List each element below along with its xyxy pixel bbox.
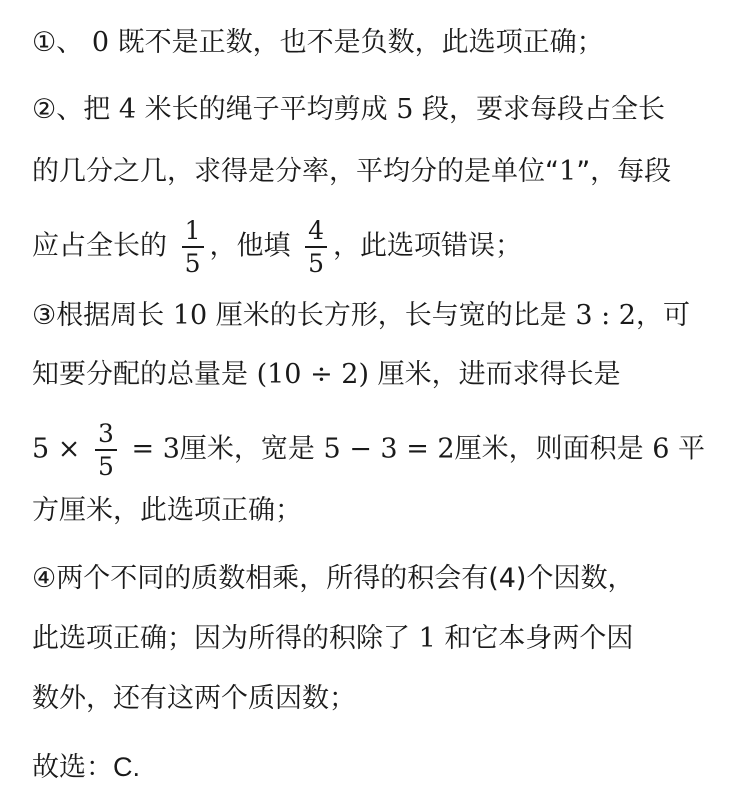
statement-2-line-1 bbox=[32, 90, 715, 130]
statement-3-line-1 bbox=[32, 296, 715, 336]
statement-2-text-g: ，此选项错误； bbox=[333, 230, 522, 262]
answer-label: 故选： bbox=[32, 752, 113, 783]
number-4: 4 bbox=[118, 94, 136, 125]
statement-4-line-2 bbox=[32, 619, 715, 659]
statement-2-text-a: 米长的绳子平均剪成 bbox=[144, 94, 388, 125]
statement-2-line-2 bbox=[32, 152, 715, 192]
fraction-bar bbox=[305, 246, 327, 248]
fraction-one-fifth bbox=[182, 218, 204, 276]
fraction-denominator: 5 bbox=[184, 248, 201, 278]
ratio-expression: 3 : 2 bbox=[575, 300, 636, 331]
statement-4-text-a: ④两个不同的质数相乘，所得的积会有(4)个因数， bbox=[32, 563, 635, 594]
statement-3-line-3 bbox=[32, 419, 715, 481]
statement-3-text-a: ③根据周长 bbox=[32, 300, 165, 331]
answer-line bbox=[32, 747, 715, 787]
statement-3-line-4 bbox=[32, 491, 715, 531]
statement-2-text-c: 的几分之几，求得是分率，平均分的是单位“ bbox=[32, 156, 559, 187]
fraction-three-fifths bbox=[95, 421, 117, 479]
statement-1-line-1 bbox=[32, 23, 715, 63]
fraction-bar bbox=[95, 449, 117, 451]
fraction-numerator: 4 bbox=[308, 216, 324, 245]
statement-2-text-f: ，他填 bbox=[209, 230, 291, 262]
statement-3-text-f: 厘米，宽是 bbox=[179, 433, 315, 465]
statement-4-line-1 bbox=[32, 559, 715, 599]
statement-3-text-i: 方厘米，此选项正确； bbox=[32, 495, 302, 526]
statement-2-mark: ②、把 bbox=[32, 94, 111, 125]
number-5: 5 bbox=[396, 94, 414, 125]
number-10: 10 bbox=[172, 300, 208, 331]
number-1: 1 bbox=[559, 156, 577, 187]
number-zero: 0 bbox=[91, 27, 109, 58]
statement-4-line-3 bbox=[32, 679, 715, 719]
fraction-four-fifths bbox=[305, 218, 327, 276]
length-result: = 3 bbox=[131, 433, 180, 465]
width-expression: 5 − 3 = 2 bbox=[323, 433, 455, 465]
statement-1-text: 既不是正数，也不是负数，此选项正确； bbox=[117, 27, 604, 58]
statement-2-text-b: 段，要求每段占全长 bbox=[421, 94, 665, 125]
fraction-bar bbox=[182, 246, 204, 248]
statement-3-line-2 bbox=[32, 355, 715, 395]
total-expression: (10 ÷ 2) bbox=[256, 359, 369, 390]
fraction-denominator: 5 bbox=[97, 451, 114, 481]
fraction-denominator: 5 bbox=[308, 248, 324, 278]
statement-2-line-3 bbox=[32, 216, 715, 278]
statement-4-text-b: 此选项正确；因为所得的积除了 bbox=[32, 623, 410, 654]
statement-3-text-d: 知要分配的总量是 bbox=[32, 359, 248, 390]
statement-2-text-e: 应占全长的 bbox=[32, 230, 167, 262]
length-expression-prefix: 5 × bbox=[32, 433, 81, 465]
fraction-numerator: 3 bbox=[97, 419, 114, 448]
statement-2-text-d: ”，每段 bbox=[576, 156, 672, 187]
statement-4-text-d: 数外，还有这两个质因数； bbox=[32, 683, 356, 714]
statement-4-text-c: 和它本身两个因 bbox=[444, 623, 634, 654]
statement-3-text-h: 平 bbox=[677, 433, 705, 465]
statement-3-text-g: 厘米，则面积是 bbox=[454, 433, 644, 465]
statement-3-text-c: ，可 bbox=[635, 300, 690, 331]
statement-3-text-e: 厘米，进而求得长是 bbox=[377, 359, 621, 390]
fraction-numerator: 1 bbox=[184, 216, 201, 245]
statement-1-mark: ①、 bbox=[32, 27, 84, 58]
answer-choice: C. bbox=[113, 752, 140, 782]
statement-3-text-b: 厘米的长方形，长与宽的比是 bbox=[215, 300, 567, 331]
number-6: 6 bbox=[652, 433, 670, 465]
number-1: 1 bbox=[418, 623, 436, 654]
